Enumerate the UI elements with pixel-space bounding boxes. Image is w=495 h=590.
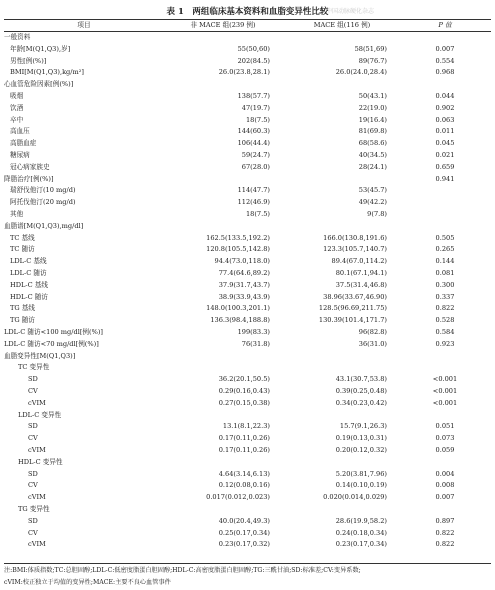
p-value: 0.505: [435, 233, 455, 242]
non-mace-value: 148.0(100.3,201.1): [206, 304, 270, 313]
p-value: 0.044: [435, 92, 455, 100]
row-label: 饮酒: [10, 103, 24, 112]
non-mace-value: 40.0(20.4,49.3): [218, 516, 270, 525]
non-mace-value: 55(50,60): [237, 44, 270, 53]
row-label: 冠心病家族史: [10, 162, 50, 171]
mace-value: 22(19.0): [358, 103, 387, 112]
p-value: 0.822: [435, 540, 455, 549]
row-label: CV: [28, 434, 38, 443]
non-mace-value: 120.8(105.5,142.8): [206, 245, 270, 254]
p-value: 0.008: [435, 481, 455, 490]
p-value: [416, 197, 474, 208]
row-label: HDL-C 基线: [10, 280, 48, 289]
row-label: 高脂血症: [10, 139, 37, 148]
mace-value: 166.0(130.8,191.6): [323, 233, 387, 242]
p-value: [416, 457, 474, 468]
row-label: TG 基线: [10, 304, 35, 313]
row-label: BMI[M(Q1,Q3),kg/m²]: [10, 68, 84, 77]
table-row: [4, 280, 491, 291]
mace-value: 68(58.6): [358, 139, 387, 148]
mace-value: 40(34.5): [358, 151, 387, 159]
row-label: LDL-C 随访: [10, 269, 47, 277]
p-value: 0.902: [435, 103, 455, 112]
row-label: HDL-C 变异性: [18, 457, 63, 466]
table-row: [4, 516, 491, 527]
p-value: 0.822: [435, 304, 455, 313]
mace-value: 128.5(96.69,211.75): [318, 304, 387, 313]
non-mace-value: [164, 362, 270, 373]
non-mace-value: [164, 351, 270, 362]
p-value: [416, 185, 474, 196]
p-value: 0.081: [435, 269, 455, 277]
mace-value: 15.7(9.1,26.3): [339, 422, 387, 431]
non-mace-value: 0.23(0.17,0.32): [218, 540, 270, 549]
mace-value: 0.24(0.18,0.34): [335, 528, 387, 537]
p-value: 0.045: [435, 139, 455, 148]
table-row: [4, 174, 491, 185]
mace-value: 43.1(30.7,53.8): [335, 375, 387, 384]
header-p-value: P 值: [438, 21, 452, 29]
mace-value: 28(24.1): [358, 162, 387, 171]
p-value: 0.337: [435, 292, 455, 301]
table-row: [4, 398, 491, 409]
row-label: SD: [28, 422, 38, 431]
row-label: SD: [28, 469, 38, 478]
table-row: [4, 138, 491, 149]
mace-value: 0.19(0.13,0.31): [335, 434, 387, 443]
row-label: cVIM: [28, 446, 46, 454]
mace-value: 53(45.7): [358, 186, 387, 195]
non-mace-value: 112(46.9): [237, 198, 270, 207]
table-row: [4, 315, 491, 326]
non-mace-value: 144(60.3): [237, 127, 270, 136]
table-header-row: [4, 20, 491, 31]
non-mace-value: 18(7.5): [245, 115, 270, 124]
non-mace-value: 18(7.5): [245, 210, 270, 218]
non-mace-value: 47(19.7): [241, 103, 270, 112]
row-label: 吸烟: [10, 92, 24, 100]
table-row: [4, 56, 491, 67]
row-label: 一般资料: [4, 33, 31, 41]
mace-value: 19(16.4): [358, 115, 387, 124]
table-row: [4, 233, 491, 244]
row-label: LDL-C 基线: [10, 257, 47, 266]
table-row: [4, 492, 491, 503]
p-value: 0.011: [435, 127, 455, 136]
table-row: [4, 256, 491, 267]
non-mace-value: 0.27(0.15,0.38): [218, 398, 270, 407]
row-label: cVIM: [28, 493, 46, 502]
table-row: [4, 244, 491, 255]
mace-value: 0.20(0.12,0.32): [335, 446, 387, 454]
row-label: TG 变异性: [18, 505, 50, 513]
table-row: [4, 327, 491, 338]
mace-value: 28.6(19.9,58.2): [335, 516, 387, 525]
table-row: [4, 445, 491, 456]
table-row: [4, 410, 491, 421]
table-row: [4, 185, 491, 196]
mace-value: 38.96(33.67,46.90): [323, 292, 387, 301]
p-value: 0.063: [435, 115, 455, 124]
mace-value: 89.4(67.0,114.2): [331, 257, 387, 266]
non-mace-value: 202(84.5): [237, 56, 270, 65]
non-mace-value: 94.4(73.0,118.0): [214, 257, 270, 266]
p-value: <0.001: [432, 398, 458, 407]
mace-value: 49(42.2): [358, 198, 387, 207]
non-mace-value: 76(31.8): [241, 339, 270, 348]
non-mace-value: 106(44.4): [237, 139, 270, 148]
p-value: 0.968: [435, 68, 455, 77]
table-row: [4, 32, 491, 43]
non-mace-value: 0.17(0.11,0.26): [218, 446, 270, 454]
p-value: [416, 504, 474, 515]
non-mace-value: 136.3(98.4,188.8): [210, 316, 270, 325]
row-label: CV: [28, 387, 38, 395]
table-row: [4, 103, 491, 114]
mace-value: 5.20(3.81,7.96): [335, 469, 387, 478]
p-value: [416, 79, 474, 90]
p-value: [416, 362, 474, 373]
p-value: 0.007: [435, 44, 455, 53]
mace-value: 80.1(67.1,94.1): [335, 269, 387, 277]
p-value: 0.923: [435, 339, 455, 348]
mace-value: 130.39(101.4,171.7): [318, 316, 387, 325]
row-label: TC 基线: [10, 233, 35, 242]
table-row: [4, 209, 491, 220]
table-row: [4, 504, 491, 515]
p-value: [416, 410, 474, 421]
non-mace-value: 38.9(33.9,43.9): [218, 292, 270, 301]
non-mace-value: 26.0(23.8,28.1): [218, 68, 270, 77]
table-row: [4, 79, 491, 90]
row-label: LDL-C 随访<100 mg/dl[例(%)]: [4, 328, 103, 336]
row-label: LDL-C 变异性: [18, 410, 62, 419]
mace-value: 0.34(0.23,0.42): [335, 398, 387, 407]
non-mace-value: 36.2(20.1,50.5): [218, 375, 270, 384]
mace-value: [270, 362, 387, 373]
non-mace-value: 77.4(64.6,89.2): [218, 269, 270, 277]
mace-value: [270, 504, 387, 515]
table-row: [4, 362, 491, 373]
row-label: 瑞舒伐他汀(10 mg/d): [10, 186, 76, 195]
non-mace-value: [164, 79, 270, 90]
mace-value: 9(7.8): [367, 210, 387, 218]
p-value: 0.059: [435, 446, 455, 454]
non-mace-value: 13.1(8.1,22.3): [222, 422, 270, 431]
row-label: cVIM: [28, 540, 46, 549]
table-row: [4, 457, 491, 468]
p-value: 0.897: [435, 516, 455, 525]
row-label: 卒中: [10, 115, 24, 124]
non-mace-value: 138(57.7): [237, 92, 270, 100]
row-label: 高血压: [10, 127, 30, 136]
mace-value: 96(82.8): [358, 328, 387, 336]
non-mace-value: 114(47.7): [237, 186, 270, 195]
non-mace-value: 199(83.3): [237, 328, 270, 336]
mace-value: 26.0(24.0,28.4): [335, 68, 387, 77]
mace-value: [270, 79, 387, 90]
p-value: 0.144: [435, 257, 455, 266]
mace-value: [270, 32, 387, 43]
p-value: [416, 209, 474, 220]
row-label: 血脂变异性[M(Q1,Q3)]: [4, 351, 76, 360]
p-value: 0.051: [435, 422, 455, 431]
p-value: 0.941: [435, 174, 455, 183]
header-non-mace-group: 非 MACE 组(239 例): [190, 21, 256, 29]
table-row: [4, 421, 491, 432]
table-row: [4, 303, 491, 314]
row-label: SD: [28, 375, 38, 384]
p-value: <0.001: [432, 375, 458, 384]
table-row: [4, 67, 491, 78]
mace-value: 81(69.8): [358, 127, 387, 136]
table-row: [4, 433, 491, 444]
mace-value: 36(31.0): [358, 339, 387, 348]
non-mace-value: [164, 504, 270, 515]
mace-value: 0.39(0.25,0.48): [335, 387, 387, 395]
p-value: 0.822: [435, 528, 455, 537]
row-label: CV: [28, 528, 38, 537]
p-value: 0.584: [435, 328, 455, 336]
row-label: TC 变异性: [18, 363, 50, 372]
table-row: [4, 150, 491, 161]
table-row: [4, 339, 491, 350]
table-row: [4, 221, 491, 232]
mace-value: 58(51,69): [354, 44, 387, 53]
row-label: 其他: [10, 210, 24, 218]
mace-value: [270, 174, 387, 185]
row-label: HDL-C 随访: [10, 292, 48, 301]
table-row: [4, 126, 491, 137]
p-value: [416, 32, 474, 43]
row-label: 糖尿病: [10, 151, 30, 159]
table-footnote-line-1: 注:BMI:体质指数;TC:总胆固醇;LDL-C:低密度脂蛋白胆固醇;HDL-C:高密度脂蛋白胆固醇;TG:三酰甘油;SD:标准差;CV:变异系数;: [4, 567, 361, 574]
mace-value: 123.3(105.7,140.7): [323, 245, 387, 254]
p-value: [416, 221, 474, 232]
table-row: [4, 292, 491, 303]
p-value: 0.265: [435, 245, 455, 254]
p-value: <0.001: [432, 387, 458, 395]
journal-watermark: 中国动脉硬化杂志: [326, 8, 375, 15]
p-value: 0.021: [435, 151, 455, 159]
p-value: 0.007: [435, 493, 455, 502]
row-label: TC 随访: [10, 245, 35, 254]
non-mace-value: 0.25(0.17,0.34): [218, 528, 270, 537]
table-row: [4, 268, 491, 279]
mace-value: [270, 410, 387, 421]
table-row: [4, 528, 491, 539]
table-bottom-rule: [4, 563, 491, 564]
row-label: 男性[例(%)]: [10, 56, 47, 65]
table-row: [4, 197, 491, 208]
non-mace-value: [164, 32, 270, 43]
table-row: [4, 374, 491, 385]
p-value: 0.073: [435, 434, 455, 443]
table-row: [4, 351, 491, 362]
mace-value: [270, 221, 387, 232]
non-mace-value: 67(28.0): [241, 162, 270, 171]
non-mace-value: [164, 221, 270, 232]
mace-value: 0.14(0.10,0.19): [335, 481, 387, 490]
p-value: 0.554: [435, 56, 455, 65]
mace-value: 89(76.7): [358, 56, 387, 65]
non-mace-value: 4.64(3.14,6.13): [218, 469, 270, 478]
header-item: 项目: [77, 21, 91, 29]
mace-value: [270, 457, 387, 468]
row-label: CV: [28, 481, 38, 490]
row-label: SD: [28, 516, 38, 525]
row-label: 血脂谱[M(Q1,Q3),mg/dl]: [4, 221, 84, 230]
mace-value: 0.020(0.014,0.029): [323, 493, 387, 502]
row-label: 年龄[M(Q1,Q3),岁]: [10, 44, 71, 53]
table-row: [4, 44, 491, 55]
table-row: [4, 480, 491, 491]
non-mace-value: [164, 174, 270, 185]
p-value: [416, 351, 474, 362]
row-label: cVIM: [28, 398, 46, 407]
non-mace-value: [164, 410, 270, 421]
non-mace-value: 59(24.7): [241, 151, 270, 159]
non-mace-value: [164, 457, 270, 468]
table-row: [4, 386, 491, 397]
row-label: 阿托伐他汀(20 mg/d): [10, 198, 76, 207]
non-mace-value: 37.9(31.7,43.7): [218, 280, 270, 289]
non-mace-value: 0.017(0.012,0.023): [206, 493, 270, 502]
table-row: [4, 162, 491, 173]
row-label: 降脂治疗[例(%)]: [4, 174, 54, 183]
row-label: LDL-C 随访<70 mg/dl[例(%)]: [4, 339, 99, 348]
header-mace-group: MACE 组(116 例): [313, 21, 371, 29]
p-value: 0.528: [435, 316, 455, 325]
non-mace-value: 0.12(0.08,0.16): [218, 481, 270, 490]
row-label: TG 随访: [10, 316, 35, 325]
table-row: [4, 115, 491, 126]
p-value: 0.004: [435, 469, 455, 478]
mace-value: 50(43.1): [358, 92, 387, 100]
mace-value: 37.5(31.4,46.8): [335, 280, 387, 289]
table-row: [4, 469, 491, 480]
p-value: 0.300: [435, 280, 455, 289]
table-caption: 表 1 两组临床基本资料和血脂变异性比较: [166, 7, 329, 17]
non-mace-value: 0.29(0.16,0.43): [218, 387, 270, 395]
table-row: [4, 91, 491, 102]
table-row: [4, 539, 491, 550]
mace-value: [270, 351, 387, 362]
row-label: 心血管危险因素[例(%)]: [4, 80, 74, 89]
p-value: 0.659: [435, 162, 455, 171]
table-footnote-line-2: cVIM:校正独立于均值的变异性;MACE:主要不良心血管事件: [4, 579, 171, 586]
mace-value: 0.23(0.17,0.34): [335, 540, 387, 549]
non-mace-value: 0.17(0.11,0.26): [218, 434, 270, 443]
non-mace-value: 162.5(133.5,192.2): [206, 233, 270, 242]
